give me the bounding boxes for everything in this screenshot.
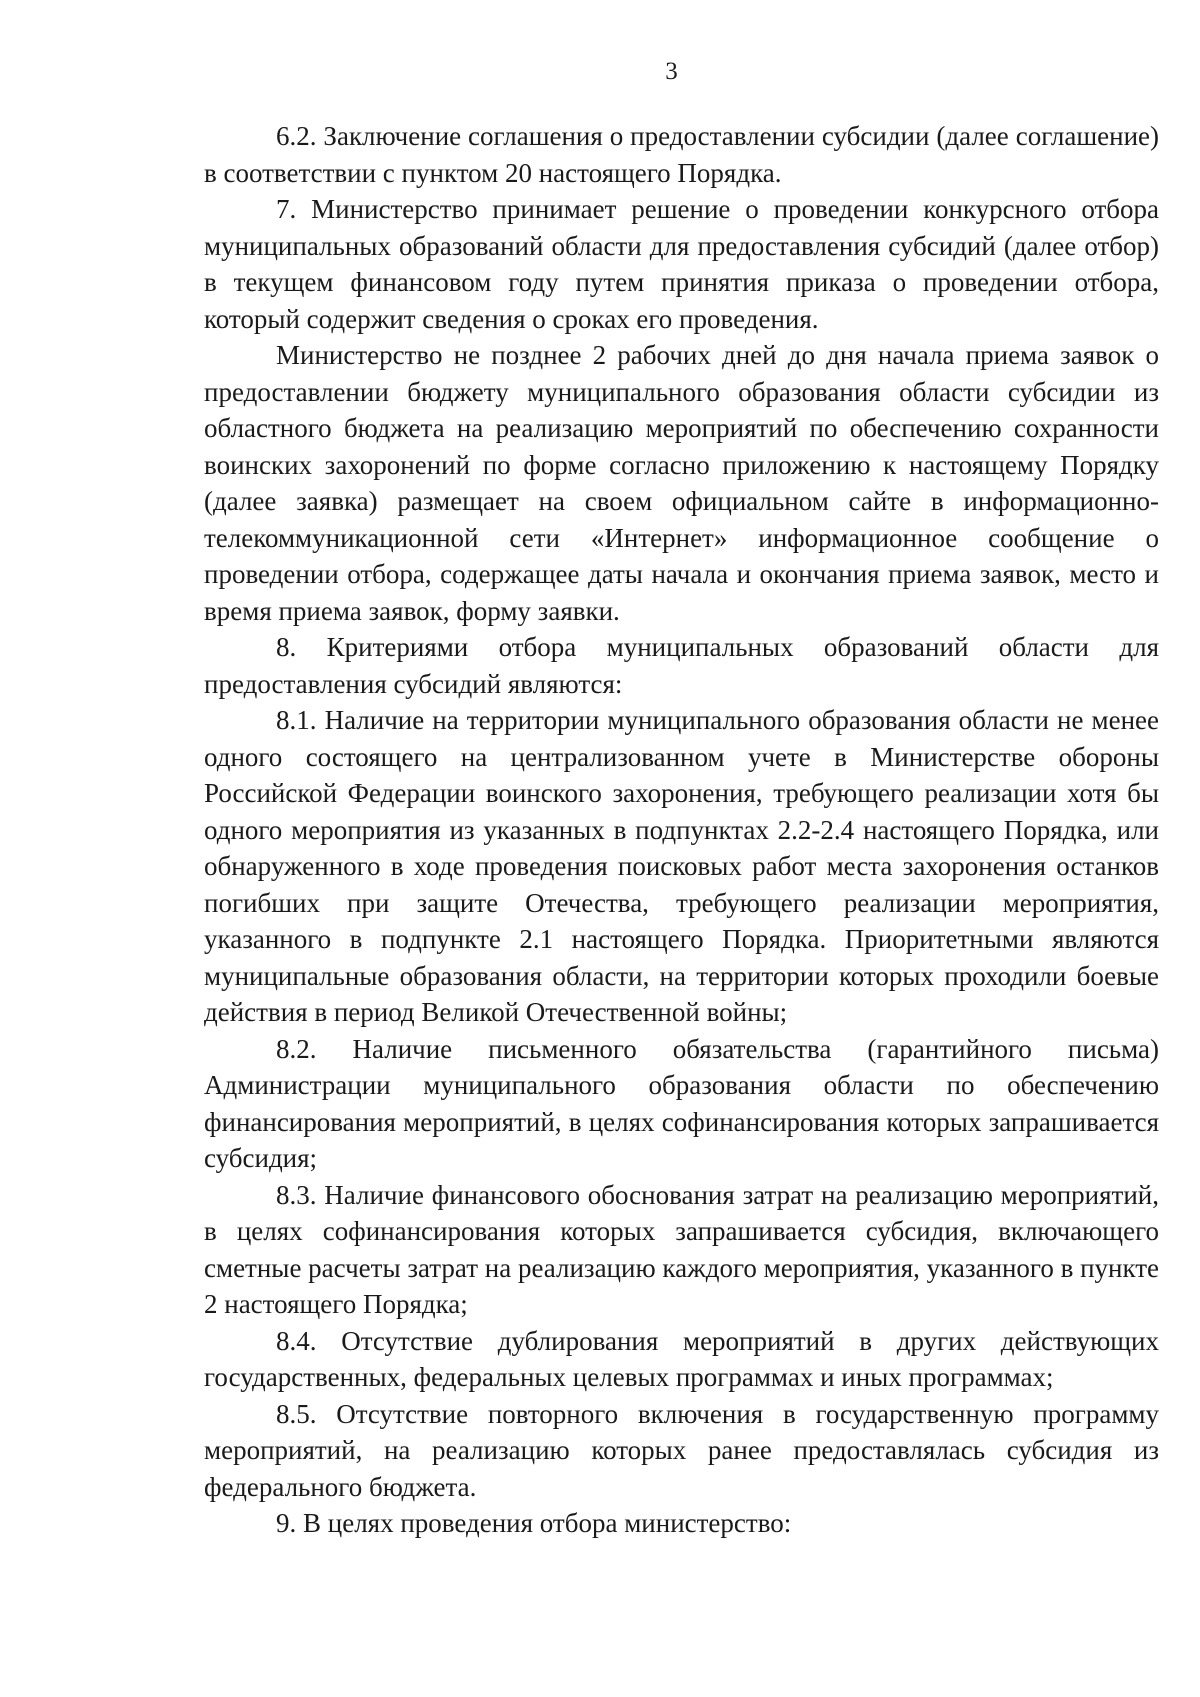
- paragraph-8-4: 8.4. Отсутствие дублирования мероприятий в других действующих государственных, федеральных целевых программах и иных программах;: [204, 1325, 1159, 1392]
- paragraph-8: 8. Критериями отбора муниципальных образований области для предоставления субсидий являются:: [204, 632, 1159, 699]
- paragraph-8-1: 8.1. Наличие на территории муниципального образования области не менее одного состоящего на централизованном учете в Министерстве обороны Российской Федерации воинского захоронения, требующего реализации хотя бы одного мероприятия из указанных в подпунктах 2.2-2.4 настоящего Порядка, или обнаруженного в ходе проведения поисковых работ места захоронения останков погибших при защите Отечества, требующего реализации мероприятия, указанного в подпункте 2.1 настоящего Порядка. Приоритетными являются муниципальные образования области, на территории которых проходили боевые действия в период Великой Отечественной войны;: [204, 705, 1159, 1027]
- paragraph-8-5: 8.5. Отсутствие повторного включения в государственную программу мероприятий, на реализацию которых ранее предоставлялась субсидия из федерального бюджета.: [204, 1398, 1159, 1502]
- paragraph-8-2: 8.2. Наличие письменного обязательства (гарантийного письма) Администрации муниципального образования области по обеспечению финансирования мероприятий, в целях софинансирования которых запрашивается субсидия;: [204, 1033, 1159, 1173]
- paragraph-6-2: 6.2. Заключение соглашения о предоставлении субсидии (далее соглашение) в соответствии с пунктом 20 настоящего Порядка.: [204, 121, 1159, 188]
- page-number: 3: [665, 58, 678, 85]
- paragraph-9: 9. В целях проведения отбора министерство:: [276, 1508, 792, 1538]
- paragraph-7: 7. Министерство принимает решение о проведении конкурсного отбора муниципальных образований области для предоставления субсидий (далее отбор) в текущем финансовом году путем принятия приказа о проведении отбора, который содержит сведения о сроках его проведения.: [204, 194, 1159, 334]
- document-body: [204, 118, 1159, 1542]
- paragraph-ministry-notice: Министерство не позднее 2 рабочих дней до дня начала приема заявок о предоставлении бюджету муниципального образования области субсидии из областного бюджета на реализацию мероприятий по обеспечению сохранности воинских захоронений по форме согласно приложению к настоящему Порядку (далее заявка) размещает на своем официальном сайте в информационно-телекоммуникационной сети «Интернет» информационное сообщение о проведении отбора, содержащее даты начала и окончания приема заявок, место и время приема заявок, форму заявки.: [204, 340, 1159, 626]
- paragraph-8-3: 8.3. Наличие финансового обоснования затрат на реализацию мероприятий, в целях софинансирования которых запрашивается субсидия, включающего сметные расчеты затрат на реализацию каждого мероприятия, указанного в пункте 2 настоящего Порядка;: [204, 1179, 1160, 1319]
